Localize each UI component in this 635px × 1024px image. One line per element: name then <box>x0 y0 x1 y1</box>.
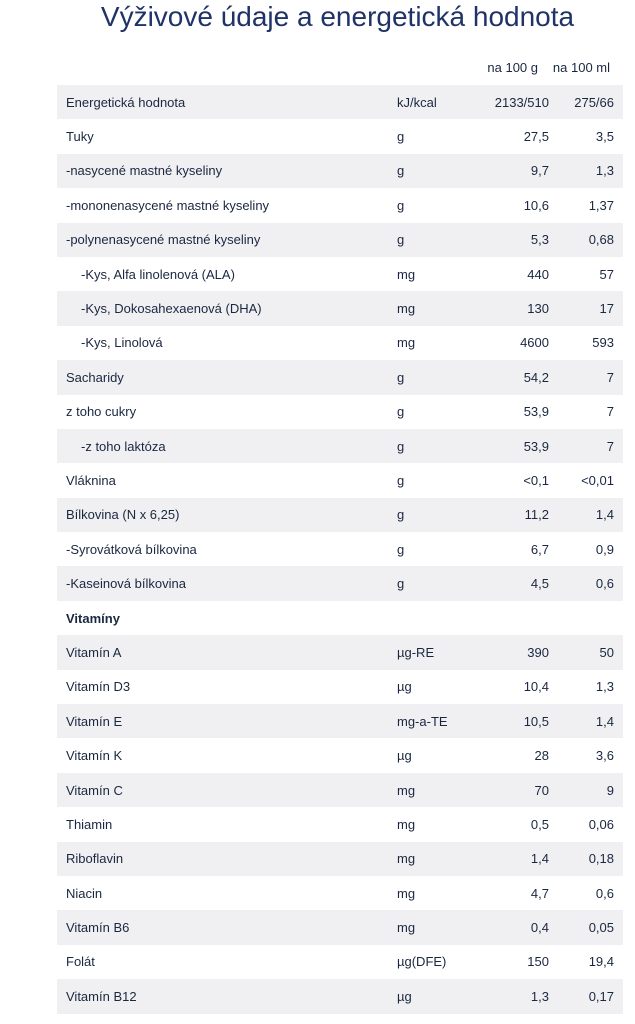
table-row <box>57 876 623 910</box>
value-per-100ml: 7 <box>606 404 614 420</box>
value-per-100g: 440 <box>527 266 549 282</box>
value-per-100ml: 7 <box>549 360 623 394</box>
nutrient-name: z toho cukry <box>66 404 137 420</box>
nutrient-name: Vitamín D3 <box>66 679 131 695</box>
nutrient-unit: mg <box>397 816 416 832</box>
nutrient-name: Vitamín A <box>57 635 397 669</box>
nutrient-unit: mg <box>397 910 479 944</box>
nutrient-name: Vitamín B12 <box>57 979 397 1013</box>
nutrient-unit: µg-RE <box>397 635 479 669</box>
value-per-100ml: 1,4 <box>549 704 623 738</box>
value-per-100g: 27,5 <box>523 129 549 145</box>
value-per-100ml: 7 <box>549 429 623 463</box>
value-per-100ml: 1,4 <box>549 498 623 532</box>
table-row <box>57 429 623 463</box>
value-per-100g: 54,2 <box>479 360 549 394</box>
value-per-100g: 10,6 <box>523 197 549 213</box>
value-per-100ml: 0,17 <box>549 979 623 1013</box>
nutrient-name: -Kys, Dokosahexaenová (DHA) <box>57 291 397 325</box>
nutrient-unit: g <box>397 541 405 557</box>
table-row <box>57 188 623 222</box>
value-per-100ml: 3,6 <box>595 748 614 764</box>
value-per-100g: 130 <box>479 291 549 325</box>
nutrient-name: Folát <box>66 954 95 970</box>
nutrient-name: Thiamin <box>66 816 113 832</box>
table-row <box>57 360 623 394</box>
table-row <box>57 704 623 738</box>
nutrient-unit: µg <box>397 979 479 1013</box>
value-per-100ml: 275/66 <box>549 85 623 119</box>
nutrient-unit: kJ/kcal <box>397 85 479 119</box>
value-per-100g: 9,7 <box>479 154 549 188</box>
nutrient-unit: g <box>397 404 405 420</box>
table-row <box>57 910 623 944</box>
table-row <box>57 498 623 532</box>
value-per-100g: 0,5 <box>530 816 549 832</box>
value-per-100ml: 0,06 <box>588 816 614 832</box>
table-row <box>57 842 623 876</box>
value-per-100ml: 9 <box>549 773 623 807</box>
value-per-100g: 11,2 <box>479 498 549 532</box>
nutrient-unit: mg-a-TE <box>397 704 479 738</box>
nutrient-name: Vitamín B6 <box>57 910 397 944</box>
value-per-100ml: <0,01 <box>581 472 614 488</box>
table-row <box>57 670 623 704</box>
table-row <box>57 807 623 841</box>
value-per-100ml: 1,3 <box>549 154 623 188</box>
nutrient-name: Riboflavin <box>57 842 397 876</box>
table-row <box>57 738 623 772</box>
nutrient-unit <box>397 601 479 635</box>
value-per-100g: 0,4 <box>479 910 549 944</box>
nutrient-unit: g <box>397 223 479 257</box>
value-per-100g: 4,7 <box>530 885 549 901</box>
nutrient-unit: g <box>397 498 479 532</box>
table-row <box>57 257 623 291</box>
table-row <box>57 635 623 669</box>
table-row <box>57 566 623 600</box>
nutrient-name: Energetická hodnota <box>57 85 397 119</box>
value-per-100ml: 57 <box>599 266 614 282</box>
nutrient-name: Vláknina <box>66 472 116 488</box>
value-per-100g: 4600 <box>520 335 549 351</box>
nutrient-unit: mg <box>397 773 479 807</box>
nutrient-name: -Kaseinová bílkovina <box>57 566 397 600</box>
nutrient-name: -Syrovátková bílkovina <box>66 541 197 557</box>
table-row <box>57 85 623 119</box>
nutrient-name: -Kys, Alfa linolenová (ALA) <box>81 266 235 282</box>
value-per-100g: 5,3 <box>479 223 549 257</box>
table-row <box>57 291 623 325</box>
value-per-100g: 1,3 <box>479 979 549 1013</box>
table-row <box>57 223 623 257</box>
value-per-100ml: 0,6 <box>549 566 623 600</box>
table-row <box>57 154 623 188</box>
value-per-100g: 53,9 <box>523 404 549 420</box>
nutrient-unit: g <box>397 360 479 394</box>
value-per-100g: 10,4 <box>523 679 549 695</box>
value-per-100g: 53,9 <box>479 429 549 463</box>
nutrient-unit: mg <box>397 291 479 325</box>
table-row <box>57 326 623 360</box>
value-per-100ml <box>549 601 623 635</box>
nutrient-name: -mononenasycené mastné kyseliny <box>66 197 270 213</box>
nutrient-name: Bílkovina (N x 6,25) <box>57 498 397 532</box>
nutrient-name: Vitamín E <box>57 704 397 738</box>
nutrient-unit: g <box>397 129 405 145</box>
nutrition-table <box>57 85 623 1014</box>
column-header-per-100ml: na 100 ml <box>552 60 610 75</box>
table-row <box>57 945 623 979</box>
table-row <box>57 463 623 497</box>
value-per-100ml: 0,9 <box>595 541 614 557</box>
value-per-100ml: 0,68 <box>549 223 623 257</box>
value-per-100g: 2133/510 <box>479 85 549 119</box>
value-per-100g: <0,1 <box>523 472 549 488</box>
nutrient-unit: mg <box>397 335 416 351</box>
value-per-100g: 4,5 <box>479 566 549 600</box>
nutrient-unit: mg <box>397 842 479 876</box>
page-title: Výživové údaje a energetická hodnota <box>100 1 575 32</box>
nutrient-name: Sacharidy <box>57 360 397 394</box>
value-per-100ml: 0,6 <box>595 885 614 901</box>
nutrient-unit: g <box>397 197 405 213</box>
nutrient-unit: mg <box>397 266 416 282</box>
value-per-100g: 6,7 <box>530 541 549 557</box>
value-per-100g: 1,4 <box>479 842 549 876</box>
nutrient-unit: µg <box>397 679 412 695</box>
value-per-100ml: 50 <box>549 635 623 669</box>
nutrient-name: -z toho laktóza <box>57 429 397 463</box>
nutrient-name: Vitamíny <box>66 610 120 626</box>
value-per-100ml: 3,5 <box>595 129 614 145</box>
value-per-100g: 390 <box>479 635 549 669</box>
value-per-100ml: 1,37 <box>588 197 614 213</box>
table-row <box>57 119 623 153</box>
table-row <box>57 395 623 429</box>
nutrient-name: -polynenasycené mastné kyseliny <box>57 223 397 257</box>
nutrient-unit: µg <box>397 748 412 764</box>
value-per-100g: 28 <box>534 748 549 764</box>
nutrient-name: Vitamín K <box>66 748 123 764</box>
nutrient-unit: g <box>397 566 479 600</box>
nutrient-unit: µg(DFE) <box>397 954 447 970</box>
nutrient-name: Niacin <box>66 885 103 901</box>
value-per-100ml: 19,4 <box>588 954 614 970</box>
value-per-100g: 10,5 <box>479 704 549 738</box>
nutrient-unit: g <box>397 429 479 463</box>
nutrient-unit: g <box>397 472 405 488</box>
column-header-per-100g: na 100 g <box>487 60 538 75</box>
table-row <box>57 532 623 566</box>
value-per-100ml: 1,3 <box>595 679 614 695</box>
table-row <box>57 979 623 1013</box>
value-per-100g: 70 <box>479 773 549 807</box>
value-per-100g <box>479 601 549 635</box>
nutrient-name: -nasycené mastné kyseliny <box>57 154 397 188</box>
nutrient-name: Vitamín C <box>57 773 397 807</box>
value-per-100ml: 593 <box>592 335 614 351</box>
nutrient-unit: g <box>397 154 479 188</box>
nutrient-name: Tuky <box>66 129 94 145</box>
value-per-100ml: 17 <box>549 291 623 325</box>
nutrient-name: -Kys, Linolová <box>81 335 163 351</box>
value-per-100ml: 0,05 <box>549 910 623 944</box>
nutrient-unit: mg <box>397 885 416 901</box>
value-per-100g: 150 <box>527 954 549 970</box>
table-row <box>57 601 623 635</box>
value-per-100ml: 0,18 <box>549 842 623 876</box>
table-row <box>57 773 623 807</box>
